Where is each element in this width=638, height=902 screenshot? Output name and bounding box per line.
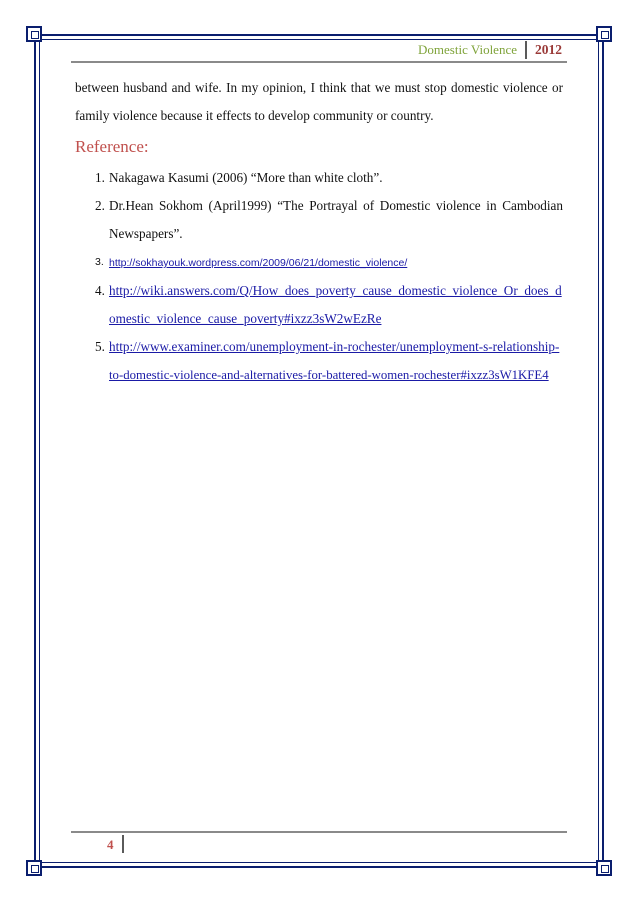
reference-item: [75, 164, 563, 192]
reference-link[interactable]: http://wiki.answers.com/Q/How_does_poverty_cause_domestic_violence_Or_does_d: [109, 283, 562, 298]
corner-ornament: [26, 26, 42, 42]
page-number: 4: [107, 837, 114, 852]
header-rule: [71, 61, 567, 63]
reference-list: [75, 164, 563, 389]
corner-ornament: [26, 860, 42, 876]
reference-item: [75, 248, 563, 277]
footer-rule: [71, 831, 567, 833]
page-content: [75, 74, 563, 389]
header-title: Domestic Violence: [418, 42, 517, 57]
reference-heading: Reference:: [75, 137, 149, 156]
corner-ornament: [596, 26, 612, 42]
footer-separator: [122, 835, 124, 853]
reference-number: 3.: [95, 256, 104, 268]
body-text-line: family violence because it effects to develop community or country.: [75, 108, 434, 123]
reference-link[interactable]: http://sokhayouk.wordpress.com/2009/06/21/domestic_violence/: [109, 257, 408, 269]
page-header: [418, 40, 562, 60]
reference-item: [75, 277, 563, 333]
reference-text: Newspapers”.: [109, 226, 183, 241]
body-text-line: between husband and wife. In my opinion, I think that we must stop domestic violence or: [75, 80, 563, 95]
reference-number: 2.: [95, 198, 105, 213]
header-year: 2012: [535, 42, 562, 57]
corner-ornament: [596, 860, 612, 876]
reference-link[interactable]: http://www.examiner.com/unemployment-in-rochester/unemployment-s-relationship-: [109, 339, 560, 354]
reference-item: [75, 192, 563, 248]
reference-number: 5.: [95, 339, 105, 354]
reference-number: 4.: [95, 283, 105, 298]
reference-link[interactable]: omestic_violence_cause_poverty#ixzz3sW2wEzRe: [109, 311, 382, 326]
reference-number: 1.: [95, 170, 105, 185]
reference-item: [75, 333, 563, 389]
reference-text: Nakagawa Kasumi (2006) “More than white cloth”.: [109, 170, 383, 185]
header-separator: [525, 41, 527, 59]
reference-text: Dr.Hean Sokhom (April1999) “The Portrayal of Domestic violence in Cambodian: [109, 198, 563, 213]
reference-link[interactable]: to-domestic-violence-and-alternatives-for-battered-women-rochester#ixzz3sW1KFE4: [109, 368, 549, 382]
